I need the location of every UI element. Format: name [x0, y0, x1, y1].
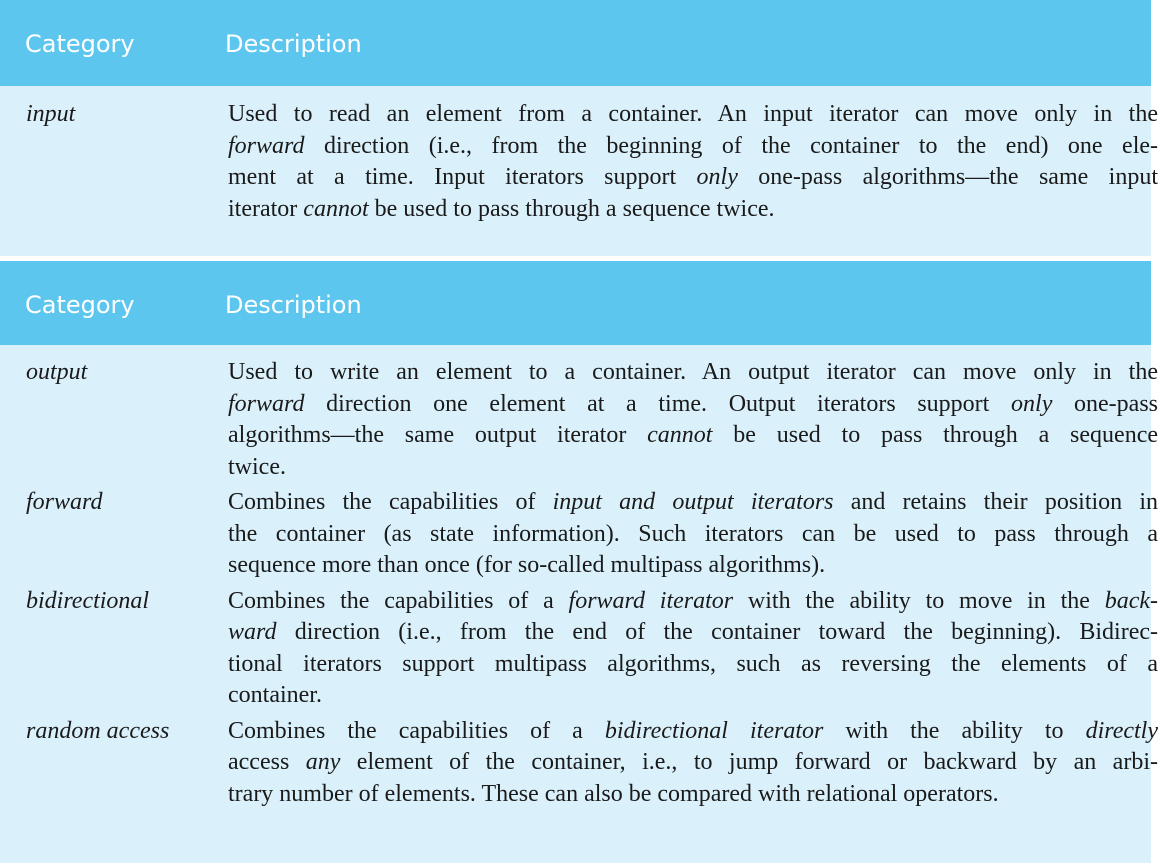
description-cell: [228, 716, 1168, 811]
text-run: Combines the capabilities of a: [228, 587, 569, 614]
text-run: container.: [228, 682, 322, 708]
table-body: [0, 86, 1158, 225]
text-run: ment at a time. Input iterators support: [228, 164, 697, 190]
category-cell: random access: [26, 717, 170, 744]
description-line: [228, 779, 1158, 811]
emphasis-text: ward: [228, 619, 277, 645]
text-run: Used to write an element to a container. An output iterator can move only in the: [228, 359, 1158, 385]
description-cell: [228, 357, 1168, 483]
text-run: trary number of elements. These can also be compared with relational operators.: [228, 780, 999, 807]
header-description: Description: [225, 291, 362, 319]
emphasis-text: cannot: [303, 195, 369, 222]
iterator-table-2: [0, 261, 1159, 863]
description-line: [228, 680, 1158, 712]
description-cell: [228, 586, 1168, 712]
description-cell: [228, 487, 1168, 582]
description-line: [228, 452, 1158, 484]
iterator-table-1: [0, 0, 1158, 256]
text-run: direction (i.e., from the beginning of the container to the end) one ele-: [304, 132, 1158, 159]
text-run: tional iterators support multipass algorithms, such as reversing the elements of a: [228, 650, 1158, 677]
emphasis-text: input and output iterators: [552, 489, 834, 515]
table-header: [0, 261, 1151, 345]
emphasis-text: back-: [1104, 587, 1158, 614]
table-row: [0, 586, 1158, 712]
table-row: [0, 487, 1158, 582]
table-body: [0, 345, 1159, 810]
text-run: direction one element at a time. Output iterators support: [304, 390, 1012, 417]
text-run: access: [228, 749, 306, 775]
text-run: with the ability to: [823, 717, 1086, 744]
emphasis-text: forward: [228, 132, 305, 159]
description-line: [228, 747, 1158, 779]
table-row: [0, 357, 1159, 483]
header-description: Description: [225, 30, 362, 58]
table-header: [0, 0, 1151, 86]
description-line: [228, 357, 1158, 389]
emphasis-text: forward iterator: [568, 587, 734, 614]
emphasis-text: forward: [228, 390, 305, 417]
description-line: [228, 131, 1158, 163]
emphasis-text: bidirectional iterator: [604, 717, 824, 744]
category-cell: bidirectional: [26, 587, 150, 614]
description-line: [228, 389, 1158, 421]
text-run: be used to pass through a sequence twice.: [368, 195, 775, 222]
table-row: [0, 716, 1159, 811]
text-run: one-pass: [1052, 390, 1159, 417]
description-line: [228, 420, 1158, 452]
text-run: and retains their position in: [833, 489, 1158, 515]
description-line: [228, 617, 1158, 649]
emphasis-text: any: [305, 749, 341, 775]
text-run: algorithms—the same output iterator: [228, 422, 648, 448]
description-line: [228, 649, 1158, 681]
text-run: with the ability to move in the: [733, 587, 1105, 614]
description-line: [228, 487, 1158, 519]
header-category: Category: [25, 30, 135, 58]
text-run: the container (as state information). Such iterators can be used to pass through a: [228, 520, 1158, 547]
emphasis-text: directly: [1085, 717, 1159, 744]
text-run: one-pass algorithms—the same input: [737, 164, 1158, 190]
description-line: [228, 519, 1158, 551]
description-line: [228, 716, 1158, 748]
category-cell: input: [26, 101, 76, 127]
text-run: iterator: [228, 195, 304, 222]
description-line: [228, 550, 1158, 582]
table-row: [0, 99, 1158, 225]
category-cell: forward: [26, 489, 103, 515]
text-run: twice.: [228, 453, 286, 480]
description-line: [228, 586, 1158, 618]
text-run: Combines the capabilities of a: [228, 717, 605, 744]
text-run: Combines the capabilities of: [228, 489, 553, 515]
text-run: sequence more than once (for so-called multipass algorithms).: [228, 552, 826, 578]
description-cell: [228, 99, 1168, 225]
text-run: direction (i.e., from the end of the container toward the beginning). Bidirec-: [276, 619, 1158, 645]
emphasis-text: only: [696, 164, 738, 190]
text-run: be used to pass through a sequence: [712, 422, 1159, 448]
description-line: [228, 99, 1158, 131]
description-line: [228, 194, 1158, 226]
text-run: Used to read an element from a container. An input iterator can move only in the: [228, 101, 1158, 127]
description-line: [228, 162, 1158, 194]
emphasis-text: cannot: [647, 422, 713, 448]
category-cell: output: [26, 359, 88, 385]
emphasis-text: only: [1011, 390, 1053, 417]
text-run: element of the container, i.e., to jump forward or backward by an arbi-: [340, 749, 1158, 775]
header-category: Category: [25, 291, 135, 319]
